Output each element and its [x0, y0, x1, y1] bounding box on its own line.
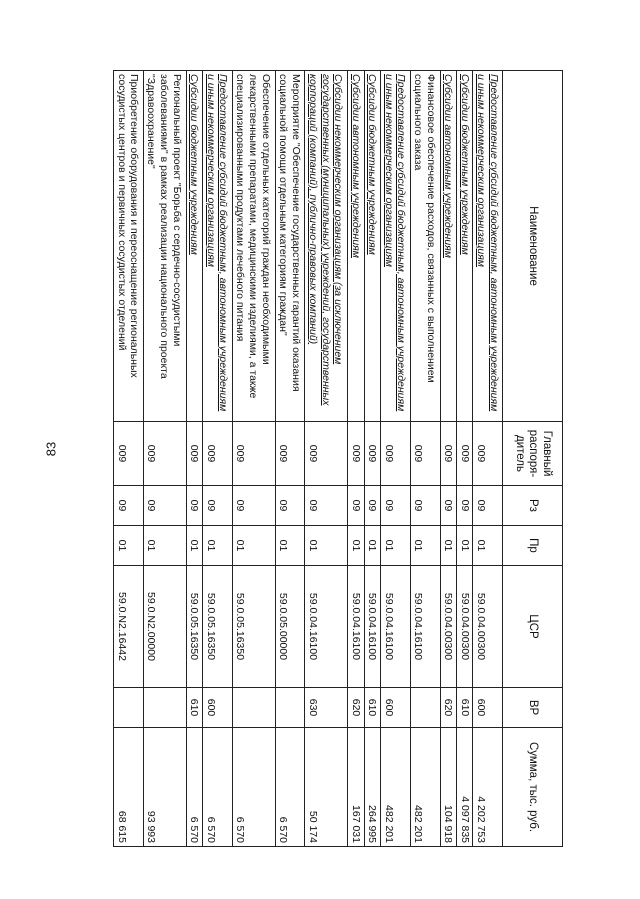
cell-vr — [410, 688, 440, 728]
cell-rz: 09 — [186, 486, 202, 526]
cell-sum: 50 174 — [305, 728, 348, 847]
cell-csr: 59.0.04.16100 — [381, 566, 411, 688]
table-row — [305, 71, 348, 847]
budget-table-container — [113, 70, 563, 846]
cell-name: Финансовое обеспечение расходов, связанных с выполнением социального заказа — [410, 71, 440, 422]
cell-name: Субсидии некоммерческим организациям (за исключением государственных (муниципальных) учреждений, государственных корпораций (компаний), публично-правовых компаний) — [305, 71, 348, 422]
cell-vr: 610 — [186, 688, 202, 728]
cell-vr: 600 — [203, 688, 233, 728]
cell-vr: 600 — [473, 688, 503, 728]
cell-sum: 6 570 — [232, 728, 275, 847]
cell-name: Региональный проект "Борьба с сердечно-сосудистыми заболеваниями" в рамках реализации национального проекта "Здравоохранение" — [143, 71, 186, 422]
cell-ministry: 009 — [275, 422, 305, 486]
header-csr: ЦСР — [503, 566, 563, 688]
cell-pr: 01 — [232, 526, 275, 566]
cell-pr: 01 — [473, 526, 503, 566]
table-row — [203, 71, 233, 847]
cell-csr: 59.0.05.16350 — [203, 566, 233, 688]
header-pr: Пр — [503, 526, 563, 566]
cell-ministry: 009 — [440, 422, 456, 486]
cell-ministry: 009 — [473, 422, 503, 486]
table-row — [440, 71, 456, 847]
cell-rz: 09 — [143, 486, 186, 526]
cell-csr: 59.0.04.16100 — [364, 566, 380, 688]
table-row — [232, 71, 275, 847]
cell-ministry: 009 — [456, 422, 472, 486]
cell-csr: 59.0.04.16100 — [410, 566, 440, 688]
cell-pr: 01 — [143, 526, 186, 566]
cell-rz: 09 — [232, 486, 275, 526]
table-row — [364, 71, 380, 847]
cell-sum: 6 570 — [186, 728, 202, 847]
table-row — [186, 71, 202, 847]
table-row — [381, 71, 411, 847]
cell-ministry: 009 — [203, 422, 233, 486]
cell-ministry: 009 — [305, 422, 348, 486]
cell-csr: 59.0.N2.16442 — [114, 566, 144, 688]
cell-vr — [275, 688, 305, 728]
cell-ministry: 009 — [114, 422, 144, 486]
cell-ministry: 009 — [364, 422, 380, 486]
cell-vr: 630 — [305, 688, 348, 728]
cell-name: Обеспечение отдельных категорий граждан необходимыми лекарственными препаратами, медицинскими изделиями, а также специализированными продуктами лечебного питания — [232, 71, 275, 422]
cell-ministry: 009 — [381, 422, 411, 486]
cell-name: Субсидии автономным учреждениям — [348, 71, 364, 422]
cell-name: Приобретение оборудования и переоснащение региональных сосудистых центров и первичных сосудистых отделений — [114, 71, 144, 422]
table-row — [143, 71, 186, 847]
cell-name: Субсидии бюджетным учреждениям — [364, 71, 380, 422]
table-row — [275, 71, 305, 847]
cell-vr: 610 — [364, 688, 380, 728]
cell-csr: 59.0.04.00300 — [473, 566, 503, 688]
cell-pr: 01 — [305, 526, 348, 566]
cell-csr: 59.0.05.16350 — [186, 566, 202, 688]
cell-sum: 264 995 — [364, 728, 380, 847]
cell-sum: 93 993 — [143, 728, 186, 847]
cell-sum: 4 097 835 — [456, 728, 472, 847]
header-vr: ВР — [503, 688, 563, 728]
cell-rz: 09 — [305, 486, 348, 526]
cell-csr: 59.0.05.00000 — [275, 566, 305, 688]
cell-pr: 01 — [410, 526, 440, 566]
cell-ministry: 009 — [186, 422, 202, 486]
cell-sum: 482 201 — [381, 728, 411, 847]
cell-pr: 01 — [381, 526, 411, 566]
cell-pr: 01 — [203, 526, 233, 566]
header-name: Наименование — [503, 71, 563, 422]
cell-rz: 09 — [364, 486, 380, 526]
cell-name: Мероприятие "Обеспечение государственных гарантий оказания социальной помощи отдельным категориям граждан" — [275, 71, 305, 422]
cell-rz: 09 — [410, 486, 440, 526]
cell-vr: 620 — [440, 688, 456, 728]
table-row — [473, 71, 503, 847]
cell-rz: 09 — [114, 486, 144, 526]
cell-rz: 09 — [381, 486, 411, 526]
cell-name: Субсидии бюджетным учреждениям — [186, 71, 202, 422]
cell-vr: 610 — [456, 688, 472, 728]
cell-ministry: 009 — [232, 422, 275, 486]
cell-rz: 09 — [456, 486, 472, 526]
cell-pr: 01 — [114, 526, 144, 566]
cell-vr: 620 — [348, 688, 364, 728]
cell-csr: 59.0.04.00300 — [440, 566, 456, 688]
cell-sum: 68 615 — [114, 728, 144, 847]
cell-rz: 09 — [203, 486, 233, 526]
cell-vr — [232, 688, 275, 728]
cell-rz: 09 — [275, 486, 305, 526]
cell-name: Предоставление субсидий бюджетным, автономным учреждениям и иным некоммерческим организациям — [473, 71, 503, 422]
cell-vr — [143, 688, 186, 728]
cell-sum: 6 570 — [275, 728, 305, 847]
cell-pr: 01 — [456, 526, 472, 566]
cell-sum: 167 031 — [348, 728, 364, 847]
table-row — [456, 71, 472, 847]
cell-csr: 59.0.04.00300 — [456, 566, 472, 688]
cell-rz: 09 — [473, 486, 503, 526]
cell-name: Субсидии бюджетным учреждениям — [456, 71, 472, 422]
cell-rz: 09 — [348, 486, 364, 526]
header-rz: Рз — [503, 486, 563, 526]
cell-name: Предоставление субсидий бюджетным, автономным учреждениям и иным некоммерческим организациям — [203, 71, 233, 422]
cell-sum: 6 570 — [203, 728, 233, 847]
cell-csr: 59.0.05.16350 — [232, 566, 275, 688]
table-row — [114, 71, 144, 847]
cell-name: Предоставление субсидий бюджетным, автономным учреждениям и иным некоммерческим организациям — [381, 71, 411, 422]
table-header-row — [503, 71, 563, 847]
cell-csr: 59.0.04.16100 — [305, 566, 348, 688]
table-row — [410, 71, 440, 847]
cell-pr: 01 — [275, 526, 305, 566]
cell-csr: 59.0.04.16100 — [348, 566, 364, 688]
header-ministry: Главный распоря-дитель — [503, 422, 563, 486]
cell-sum: 104 918 — [440, 728, 456, 847]
page-number: 83 — [43, 441, 59, 457]
cell-sum: 4 202 753 — [473, 728, 503, 847]
table-row — [348, 71, 364, 847]
cell-sum: 482 201 — [410, 728, 440, 847]
cell-csr: 59.0.N2.00000 — [143, 566, 186, 688]
cell-pr: 01 — [186, 526, 202, 566]
cell-pr: 01 — [348, 526, 364, 566]
cell-ministry: 009 — [410, 422, 440, 486]
header-sum: Сумма, тыс. руб. — [503, 728, 563, 847]
cell-pr: 01 — [440, 526, 456, 566]
table-body — [114, 71, 503, 847]
budget-table — [113, 70, 563, 847]
cell-ministry: 009 — [348, 422, 364, 486]
cell-ministry: 009 — [143, 422, 186, 486]
cell-vr: 600 — [381, 688, 411, 728]
cell-vr — [114, 688, 144, 728]
cell-rz: 09 — [440, 486, 456, 526]
cell-name: Субсидии автономным учреждениям — [440, 71, 456, 422]
cell-pr: 01 — [364, 526, 380, 566]
